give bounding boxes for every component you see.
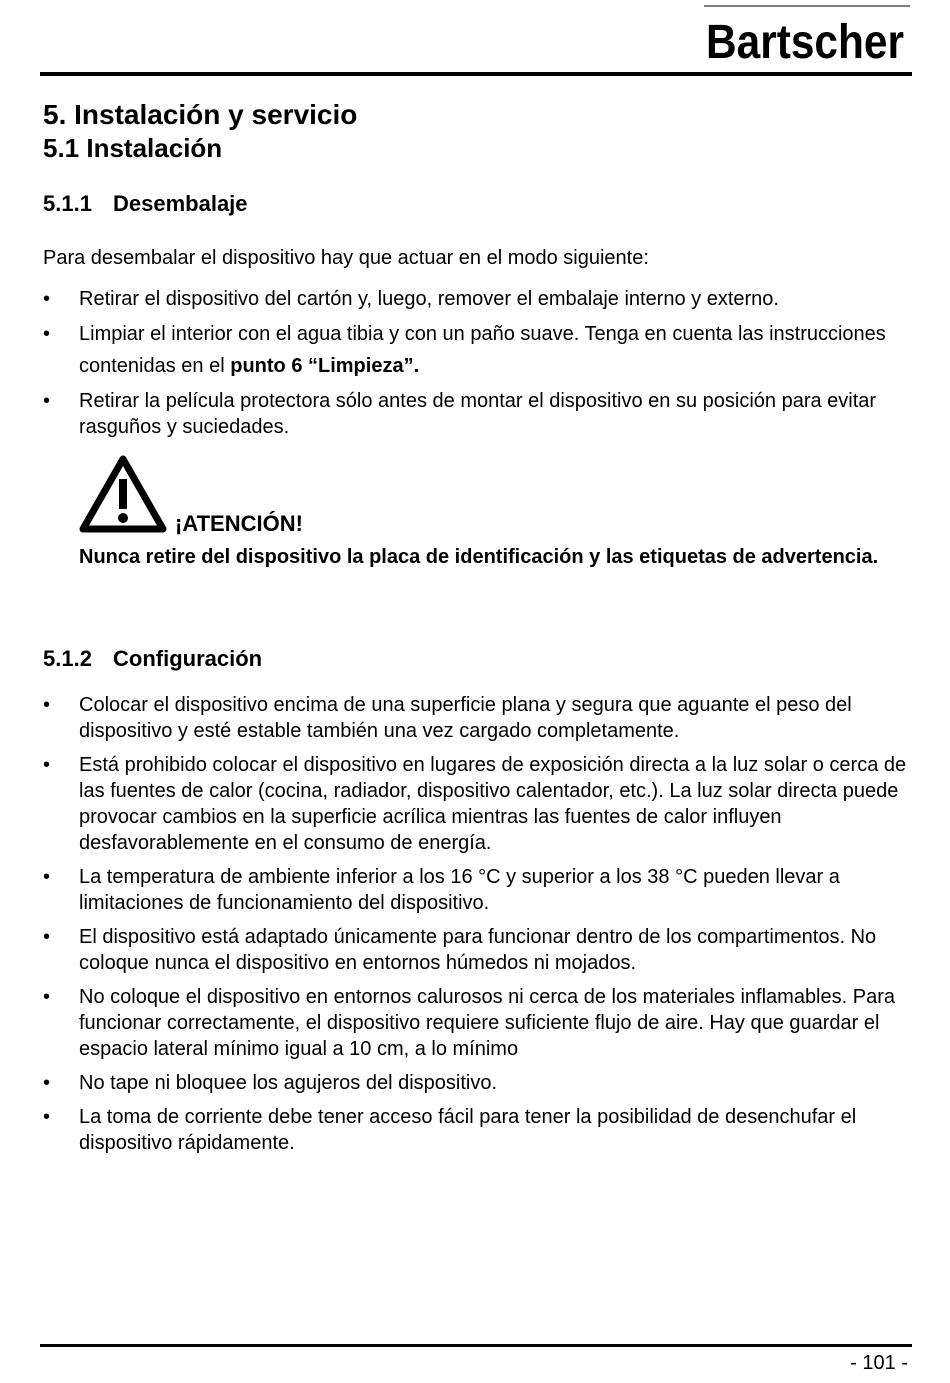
list-item: • Colocar el dispositivo encima de una superficie plana y segura que aguante el peso del dispositivo y esté estable también una vez cargado completamente. bbox=[43, 694, 852, 742]
bullet-icon: • bbox=[43, 694, 51, 716]
warning-text: Nunca retire del dispositivo la placa de identificación y las etiquetas de advertencia. bbox=[79, 546, 879, 568]
bullet-icon: • bbox=[43, 1106, 51, 1128]
list-item: • La toma de corriente debe tener acceso fácil para tener la posibilidad de desenchufar el dispositivo rápidamente. bbox=[43, 1106, 857, 1154]
bullet-icon: • bbox=[43, 754, 51, 776]
logo-text: Bartscher bbox=[706, 16, 904, 66]
bullet-icon: • bbox=[43, 323, 51, 345]
setup-list bbox=[0, 692, 950, 1164]
bullet-icon: • bbox=[43, 390, 51, 412]
subsection-heading-setup bbox=[43, 645, 262, 673]
subsection-number: 5.1.2 bbox=[43, 646, 92, 671]
warning-triangle-icon bbox=[79, 455, 167, 535]
unpacking-intro: Para desembalar el dispositivo hay que actuar en el modo siguiente: bbox=[43, 247, 649, 269]
list-item: • Retirar la película protectora sólo antes de montar el dispositivo en su posición para evitar rasguños y suciedades. bbox=[43, 390, 877, 438]
cleaning-reference: punto 6 “Limpieza”. bbox=[230, 355, 420, 377]
page-number: - 101 - bbox=[850, 1352, 908, 1374]
bullet-icon: • bbox=[43, 986, 51, 1008]
list-item: • Limpiar el interior con el agua tibia y con un paño suave. Tenga en cuenta las instrucciones contenidas en el punto 6 “Limpieza”. bbox=[0, 318, 950, 382]
list-item: • Está prohibido colocar el dispositivo en lugares de exposición directa a la luz solar o cerca de las fuentes de calor (cocina, radiador, dispositivo calentador, etc.). La luz solar directa puede provocar cambios en la superficie acrílica mientras las fuentes de calor influyen desfavorablemente en el consumo de energía. bbox=[43, 754, 907, 854]
bullet-icon: • bbox=[43, 288, 51, 310]
subsection-number: 5.1.1 bbox=[43, 191, 92, 216]
subsection-title: Desembalaje bbox=[113, 191, 248, 216]
bullet-icon: • bbox=[43, 926, 51, 948]
bullet-icon: • bbox=[43, 1072, 51, 1094]
list-item: • No tape ni bloquee los agujeros del dispositivo. bbox=[43, 1072, 498, 1094]
warning-title: ¡ATENCIÓN! bbox=[175, 511, 303, 536]
list-item: • Retirar el dispositivo del cartón y, luego, remover el embalaje interno y externo. bbox=[43, 288, 779, 310]
bullet-icon: • bbox=[43, 866, 51, 888]
subsection-title: Configuración bbox=[113, 646, 263, 671]
section-heading: 5.1 Instalación bbox=[43, 133, 223, 163]
unpacking-list bbox=[0, 286, 950, 449]
subsection-heading-unpacking bbox=[43, 190, 248, 218]
list-item: • No coloque el dispositivo en entornos calurosos ni cerca de los materiales inflamables. Para funcionar correctamente, el dispositivo requiere suficiente flujo de aire. Hay que guardar el espacio lateral mínimo igual a 10 cm, a lo mínimo bbox=[43, 986, 895, 1060]
footer-rule bbox=[40, 1344, 912, 1347]
bartscher-logo bbox=[704, 4, 910, 66]
list-item: • El dispositivo está adaptado únicamente para funcionar dentro de los compartimentos. No coloque nunca el dispositivo en entornos húmedos ni mojados. bbox=[43, 926, 877, 974]
list-item: • La temperatura de ambiente inferior a los 16 °C y superior a los 38 °C pueden llevar a limitaciones de funcionamiento del dispositivo. bbox=[43, 866, 840, 914]
header-rule bbox=[40, 72, 912, 76]
chapter-heading: 5. Instalación y servicio bbox=[43, 99, 358, 130]
